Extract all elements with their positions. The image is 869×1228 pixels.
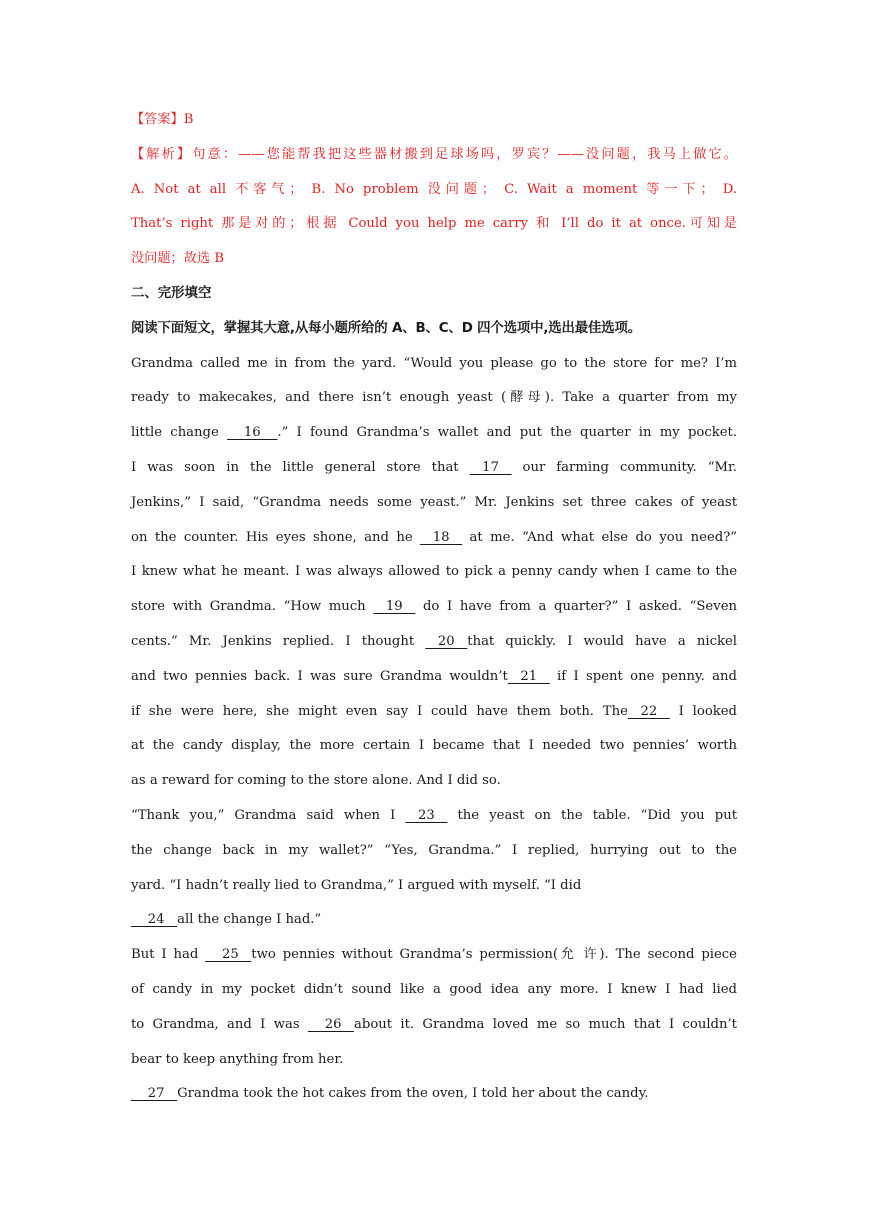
passage-text: “Thank you,” Grandma said when I (131, 807, 406, 823)
passage-text: store with Grandma. “How much (131, 599, 374, 615)
passage-text: all the change I had.” (177, 912, 322, 928)
passage-text: to Grandma, and I was (131, 1016, 308, 1032)
passage-text: that quickly. I would have a nickel (467, 633, 737, 649)
passage-line (131, 451, 737, 486)
passage-line (131, 869, 737, 904)
answer-label: 【答案】 (131, 112, 184, 127)
blank-number: 27 (131, 1086, 178, 1102)
passage-line (131, 625, 737, 660)
answer-line (131, 103, 737, 138)
passage-line (131, 1008, 737, 1043)
passage-text: of candy in my pocket didn’t sound like a good idea any more. I knew I had lied (131, 981, 737, 997)
blank-number: 16 (227, 425, 278, 441)
passage-line (131, 381, 737, 416)
passage-text: But I had (131, 947, 206, 963)
blank-number: 23 (405, 807, 448, 823)
analysis-block (131, 138, 737, 277)
passage-text: Jenkins,” I said, “Grandma needs some yeast.” Mr. Jenkins set three cakes of yeast (131, 494, 737, 510)
blank-number: 25 (205, 947, 252, 963)
analysis-line: 【解析】句意：——您能帮我把这些器材搬到足球场吗，罗宾？——没问题，我马上做它。 (131, 146, 737, 162)
passage-line (131, 1077, 737, 1112)
passage-text: yard. “I hadn’t really lied to Grandma,” I argued with myself. “I did (131, 877, 582, 893)
passage-text: I was soon in the little general store that (131, 459, 470, 475)
passage-text: bear to keep anything from her. (131, 1051, 344, 1067)
passage-line (131, 590, 737, 625)
passage-line (131, 416, 737, 451)
passage-line (131, 729, 737, 764)
passage-line (131, 799, 737, 834)
passage-line (131, 973, 737, 1008)
blank-number: 18 (420, 529, 463, 545)
passage-text: ready to makecakes, and there isn’t enough yeast (酵母). Take a quarter from my (131, 390, 737, 406)
passage-line (131, 521, 737, 556)
passage-text: Grandma called me in from the yard. “Would you please go to the store for me? I’m (131, 355, 737, 371)
passage-text: I looked (669, 703, 737, 719)
blank-number: 22 (627, 703, 670, 719)
section-heading: 二、完形填空 (131, 285, 212, 301)
blank-number: 17 (469, 459, 512, 475)
passage-line (131, 486, 737, 521)
analysis-line: That’s right 那是对的；根据 Could you help me carry 和 I’ll do it at once.可知是 (131, 216, 737, 232)
passage-text: if she were here, she might even say I could have them both. The (131, 703, 628, 719)
passage-text: as a reward for coming to the store alone. And I did so. (131, 773, 501, 789)
passage-text: .” I found Grandma’s wallet and put the quarter in my pocket. (277, 425, 738, 441)
passage-line (131, 903, 737, 938)
passage-line (131, 660, 737, 695)
passage-text: at the candy display, the more certain I became that I needed two pennies’ worth (131, 738, 737, 754)
blank-number: 24 (131, 912, 178, 928)
blank-number: 20 (425, 633, 468, 649)
passage-text: at me. “And what else do you need?” (462, 529, 738, 545)
passage-text: I knew what he meant. I was always allowed to pick a penny candy when I came to the (131, 564, 737, 580)
passage-text: if I spent one penny. and (549, 668, 737, 684)
passage-text: the change back in my wallet?” “Yes, Grandma.” I replied, hurrying out to the (131, 842, 737, 858)
blank-number: 19 (373, 599, 416, 615)
passage-text: two pennies without Grandma’s permission(允 许). The second piece (251, 947, 737, 963)
analysis-line: A. Not at all 不客气； B. No problem 没问题； C. Wait a moment 等一下； D. (131, 181, 737, 197)
passage-text: the yeast on the table. “Did you put (447, 807, 737, 823)
passage (131, 347, 737, 1113)
passage-line (131, 764, 737, 799)
passage-text: Grandma took the hot cakes from the oven, I told her about the candy. (177, 1086, 649, 1102)
passage-line (131, 555, 737, 590)
passage-text: and two pennies back. I was sure Grandma wouldn’t (131, 668, 508, 684)
passage-line (131, 347, 737, 382)
passage-text: little change (131, 425, 228, 441)
passage-line (131, 834, 737, 869)
passage-line (131, 938, 737, 973)
passage-text: do I have from a quarter?” I asked. “Seven (415, 599, 737, 615)
document-content (131, 103, 737, 1112)
answer-value: B (183, 112, 194, 127)
blank-number: 21 (507, 668, 550, 684)
passage-text: cents.” Mr. Jenkins replied. I thought (131, 633, 426, 649)
analysis-line: 没问题；故选 B (131, 251, 225, 267)
section-instruction: 阅读下面短文，掌握其大意,从每小题所给的 A、B、C、D 四个选项中,选出最佳选项。 (131, 320, 641, 336)
passage-text: our farming community. “Mr. (511, 459, 737, 475)
blank-number: 26 (307, 1016, 355, 1032)
passage-text: about it. Grandma loved me so much that I couldn’t (354, 1016, 737, 1032)
passage-line (131, 695, 737, 730)
passage-text: on the counter. His eyes shone, and he (131, 529, 421, 545)
passage-line (131, 1043, 737, 1078)
